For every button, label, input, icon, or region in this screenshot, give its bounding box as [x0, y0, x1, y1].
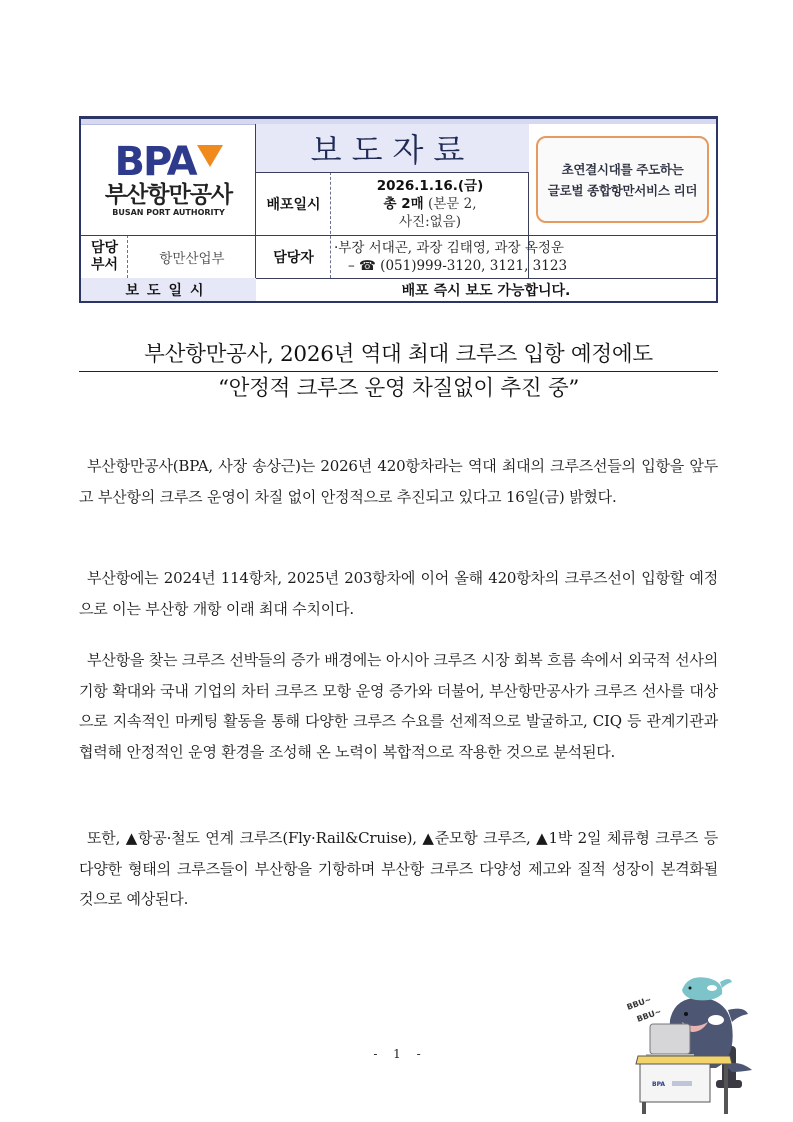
dash: – [348, 257, 355, 274]
distribution-date: 2026.1.16.(금) [376, 177, 484, 194]
page-detail: (본문 2, [427, 195, 477, 212]
headline-line2: “안정적 크루즈 운영 차질없이 추진 중” [217, 376, 580, 401]
distribution-value [331, 172, 529, 235]
logo-name-en: BUSAN PORT AUTHORITY [112, 207, 225, 217]
body-paragraph: 또한, ▲항공·철도 연계 크루즈(Fly·Rail&Cruise), ▲준모항 크루즈, ▲1박 2일 체류형 크루즈 등 다양한 형태의 크루즈들이 부산항을 기항하며 부산항 크루즈 다양성 제고와 질적 성장이 본격화될 것으로 예상된다. [79, 829, 718, 908]
orca-mascot-icon [620, 968, 770, 1118]
slogan-line2: 글로벌 종합항만서비스 리더 [547, 182, 698, 198]
mascot-illustration [620, 968, 770, 1118]
department-value: 항만산업부 [159, 250, 225, 267]
contact-names: ·부장 서대곤, 과장 김태영, 과장 옥정운 [334, 239, 564, 256]
contact-value [331, 235, 716, 278]
contact-label: 담당자 [273, 249, 314, 266]
logo-name-kr: 부산항만공사 [104, 181, 233, 208]
slogan-box [536, 136, 709, 223]
svg-text:BBU~: BBU~ [635, 1006, 663, 1024]
press-release-header-table [79, 117, 718, 303]
page-count: 총 2매 [383, 195, 424, 212]
bpa-logo [81, 124, 256, 235]
slogan-cell [529, 124, 716, 235]
department-label-line2: 부서 [90, 256, 119, 273]
page-number: - 1 - [373, 1047, 427, 1061]
contact-phone: (051)999-3120, 3121, 3123 [380, 257, 568, 274]
headline-line1: 부산항만공사, 2026년 역대 최대 크루즈 입항 예정에도 [79, 340, 718, 372]
distribution-label: 배포일시 [266, 196, 321, 213]
contact-phone-line [334, 257, 567, 275]
doc-type-title: 보도자료 [256, 124, 529, 172]
release-value: 배포 즉시 보도 가능합니다. [401, 282, 571, 299]
slogan-line1: 초연결시대를 주도하는 [561, 161, 684, 177]
department-label-line1: 담당 [90, 239, 119, 256]
department-label [81, 235, 128, 278]
logo-triangle-icon [197, 145, 223, 167]
headline [79, 340, 718, 406]
photo-count: 사진:없음) [399, 213, 461, 230]
body-paragraph: 부산항에는 2024년 114항차, 2025년 203항차에 이어 올해 420항차의 크루즈선이 입항할 예정으로 이는 부산항 개항 이래 최대 수치이다. [79, 569, 718, 618]
svg-text:BPA: BPA [652, 1081, 666, 1088]
body-paragraph: 부산항을 찾는 크루즈 선박들의 증가 배경에는 아시아 크루즈 시장 회복 흐름 속에서 외국적 선사의 기항 확대와 국내 기업의 차터 크루즈 모항 운영 증가와 더불어, 부산항만공사가 크루즈 선사를 대상으로 지속적인 마케팅 활동을 통해 다양한 크루즈 수요를 선제적으로 발굴하고, CIQ 등 관계기관과 협력해 안정적인 운영 환경을 조성해 온 노력이 복합적으로 작용한 것으로 분석된다. [79, 651, 718, 761]
release-label: 보도일시 [81, 278, 256, 301]
body-paragraph: 부산항만공사(BPA, 사장 송상근)는 2026년 420항차라는 역대 최대의 크루즈선들의 입항을 앞두고 부산항의 크루즈 운영이 차질 없이 안정적으로 추진되고 있다고 16일(금) 밝혔다. [79, 457, 718, 506]
logo-mark: BPA [114, 138, 196, 185]
svg-text:BBU~: BBU~ [625, 994, 653, 1012]
phone-icon: ☎ [359, 257, 376, 274]
